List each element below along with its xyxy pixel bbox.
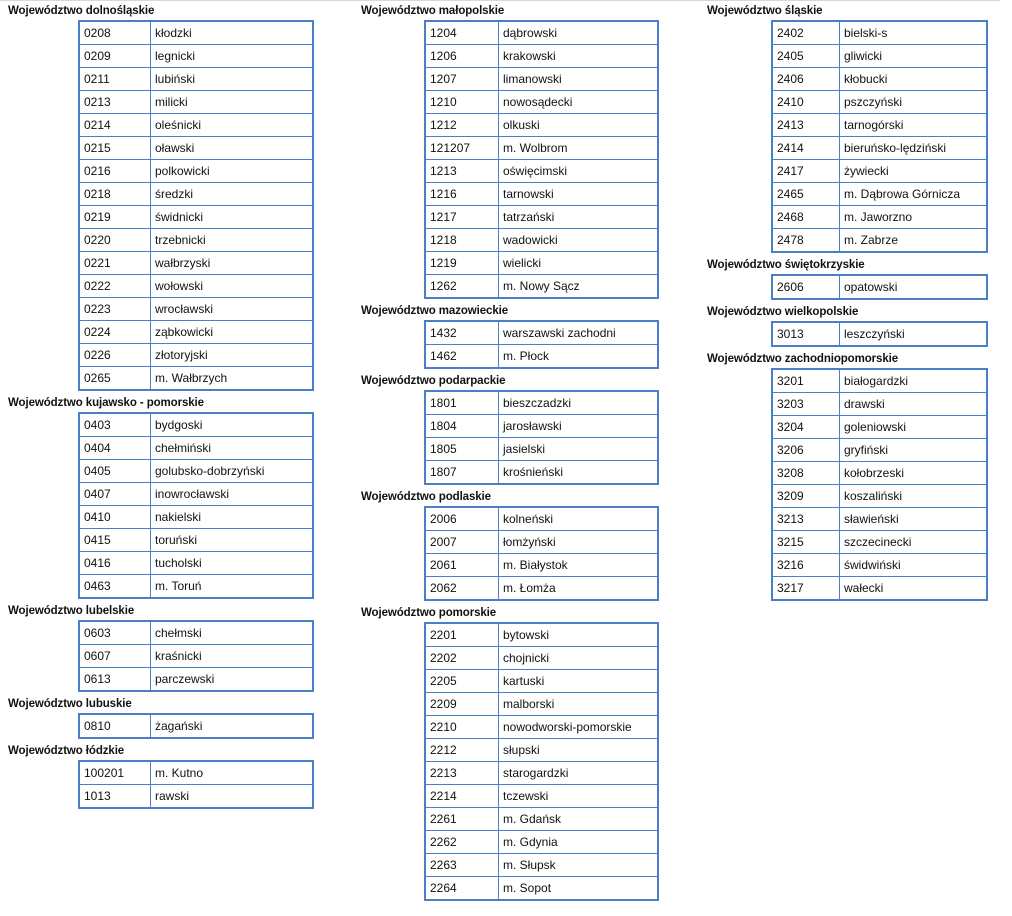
table-row bbox=[79, 68, 313, 91]
voivodeship-heading: Województwo śląskie bbox=[707, 5, 823, 17]
county-name-cell: żagański bbox=[151, 714, 314, 738]
county-code-cell: 0410 bbox=[79, 506, 151, 529]
county-code-cell: 3215 bbox=[772, 531, 840, 554]
county-name-cell: świdwiński bbox=[840, 554, 988, 577]
county-code-cell: 0463 bbox=[79, 575, 151, 599]
table-row bbox=[79, 483, 313, 506]
table-row bbox=[79, 298, 313, 321]
county-table bbox=[78, 20, 314, 391]
table-row bbox=[425, 160, 658, 183]
county-code-cell: 2264 bbox=[425, 877, 499, 901]
county-name-cell: kolneński bbox=[499, 507, 659, 531]
county-name-cell: olkuski bbox=[499, 114, 659, 137]
table-row bbox=[772, 206, 987, 229]
top-divider bbox=[0, 0, 1000, 1]
county-code-cell: 3208 bbox=[772, 462, 840, 485]
county-name-cell: kraśnicki bbox=[151, 645, 314, 668]
column-1 bbox=[8, 2, 314, 812]
county-code-cell: 1805 bbox=[425, 438, 499, 461]
county-code-cell: 2214 bbox=[425, 785, 499, 808]
county-table bbox=[424, 320, 659, 369]
county-name-cell: ząbkowicki bbox=[151, 321, 314, 344]
county-table bbox=[424, 20, 659, 299]
county-code-cell: 0226 bbox=[79, 344, 151, 367]
table-row bbox=[425, 716, 658, 739]
county-code-cell: 0607 bbox=[79, 645, 151, 668]
table-row bbox=[772, 439, 987, 462]
county-name-cell: m. Wałbrzych bbox=[151, 367, 314, 391]
county-code-cell: 0209 bbox=[79, 45, 151, 68]
table-row bbox=[425, 785, 658, 808]
county-code-cell: 1262 bbox=[425, 275, 499, 299]
county-name-cell: golubsko-dobrzyński bbox=[151, 460, 314, 483]
table-row bbox=[425, 345, 658, 369]
county-code-cell: 1462 bbox=[425, 345, 499, 369]
county-name-cell: gryfiński bbox=[840, 439, 988, 462]
table-row bbox=[425, 831, 658, 854]
county-code-cell: 2202 bbox=[425, 647, 499, 670]
county-code-cell: 1219 bbox=[425, 252, 499, 275]
county-code-cell: 2062 bbox=[425, 577, 499, 601]
table-row bbox=[79, 183, 313, 206]
county-name-cell: żywiecki bbox=[840, 160, 988, 183]
table-row bbox=[772, 45, 987, 68]
county-name-cell: bielski-s bbox=[840, 21, 988, 45]
table-row bbox=[79, 91, 313, 114]
county-name-cell: starogardzki bbox=[499, 762, 659, 785]
county-code-cell: 2209 bbox=[425, 693, 499, 716]
county-name-cell: malborski bbox=[499, 693, 659, 716]
column-2 bbox=[361, 2, 659, 904]
county-code-cell: 0216 bbox=[79, 160, 151, 183]
table-row bbox=[79, 785, 313, 809]
table-row bbox=[79, 552, 313, 575]
county-code-cell: 1204 bbox=[425, 21, 499, 45]
table-row bbox=[772, 416, 987, 439]
county-code-cell: 3206 bbox=[772, 439, 840, 462]
county-name-cell: m. Łomża bbox=[499, 577, 659, 601]
county-code-cell: 0603 bbox=[79, 621, 151, 645]
voivodeship-heading: Województwo lubuskie bbox=[8, 698, 132, 710]
county-code-cell: 1801 bbox=[425, 391, 499, 415]
county-name-cell: opatowski bbox=[840, 275, 988, 299]
table-row bbox=[425, 670, 658, 693]
table-row bbox=[79, 321, 313, 344]
county-name-cell: tczewski bbox=[499, 785, 659, 808]
county-name-cell: lubiński bbox=[151, 68, 314, 91]
county-name-cell: nowosądecki bbox=[499, 91, 659, 114]
county-code-cell: 3209 bbox=[772, 485, 840, 508]
county-name-cell: m. Sopot bbox=[499, 877, 659, 901]
voivodeship-heading: Województwo podlaskie bbox=[361, 491, 491, 503]
table-row bbox=[425, 275, 658, 299]
table-row bbox=[425, 229, 658, 252]
table-row bbox=[425, 531, 658, 554]
county-code-cell: 0415 bbox=[79, 529, 151, 552]
county-name-cell: chełmiński bbox=[151, 437, 314, 460]
table-row bbox=[772, 160, 987, 183]
county-code-cell: 3216 bbox=[772, 554, 840, 577]
county-name-cell: kołobrzeski bbox=[840, 462, 988, 485]
county-table bbox=[78, 412, 314, 599]
table-row bbox=[425, 577, 658, 601]
county-name-cell: wołowski bbox=[151, 275, 314, 298]
county-name-cell: bydgoski bbox=[151, 413, 314, 437]
county-name-cell: m. Wolbrom bbox=[499, 137, 659, 160]
county-table bbox=[78, 620, 314, 692]
county-code-cell: 0213 bbox=[79, 91, 151, 114]
county-code-cell: 0211 bbox=[79, 68, 151, 91]
table-row bbox=[79, 506, 313, 529]
table-row bbox=[79, 714, 313, 738]
county-name-cell: m. Białystok bbox=[499, 554, 659, 577]
table-row bbox=[79, 160, 313, 183]
table-row bbox=[425, 438, 658, 461]
table-row bbox=[772, 322, 987, 346]
county-name-cell: drawski bbox=[840, 393, 988, 416]
county-code-cell: 2201 bbox=[425, 623, 499, 647]
county-name-cell: m. Płock bbox=[499, 345, 659, 369]
table-row bbox=[425, 45, 658, 68]
table-row bbox=[425, 739, 658, 762]
county-code-cell: 2468 bbox=[772, 206, 840, 229]
county-name-cell: kłobucki bbox=[840, 68, 988, 91]
county-code-cell: 3204 bbox=[772, 416, 840, 439]
county-code-cell: 0403 bbox=[79, 413, 151, 437]
county-name-cell: średzki bbox=[151, 183, 314, 206]
county-name-cell: kartuski bbox=[499, 670, 659, 693]
county-name-cell: m. Jaworzno bbox=[840, 206, 988, 229]
county-code-cell: 2263 bbox=[425, 854, 499, 877]
county-name-cell: tucholski bbox=[151, 552, 314, 575]
county-name-cell: wrocławski bbox=[151, 298, 314, 321]
county-table bbox=[424, 390, 659, 485]
county-code-cell: 2205 bbox=[425, 670, 499, 693]
table-row bbox=[772, 275, 987, 299]
county-name-cell: m. Toruń bbox=[151, 575, 314, 599]
county-code-cell: 0404 bbox=[79, 437, 151, 460]
county-code-cell: 2478 bbox=[772, 229, 840, 253]
county-name-cell: m. Dąbrowa Górnicza bbox=[840, 183, 988, 206]
county-code-cell: 2007 bbox=[425, 531, 499, 554]
table-row bbox=[425, 91, 658, 114]
table-row bbox=[425, 206, 658, 229]
county-name-cell: wielicki bbox=[499, 252, 659, 275]
county-name-cell: kłodzki bbox=[151, 21, 314, 45]
county-name-cell: leszczyński bbox=[840, 322, 988, 346]
county-code-cell: 2261 bbox=[425, 808, 499, 831]
county-code-cell: 1207 bbox=[425, 68, 499, 91]
county-code-cell: 0405 bbox=[79, 460, 151, 483]
county-code-cell: 1210 bbox=[425, 91, 499, 114]
county-name-cell: koszaliński bbox=[840, 485, 988, 508]
county-code-cell: 2465 bbox=[772, 183, 840, 206]
table-row bbox=[79, 460, 313, 483]
county-code-cell: 0613 bbox=[79, 668, 151, 692]
county-name-cell: wałecki bbox=[840, 577, 988, 601]
county-code-cell: 0208 bbox=[79, 21, 151, 45]
county-name-cell: świdnicki bbox=[151, 206, 314, 229]
voivodeship-heading: Województwo pomorskie bbox=[361, 607, 497, 619]
table-row bbox=[79, 229, 313, 252]
county-code-cell: 2417 bbox=[772, 160, 840, 183]
county-table bbox=[771, 20, 988, 253]
voivodeship-heading: Województwo lubelskie bbox=[8, 605, 135, 617]
county-table bbox=[78, 760, 314, 809]
county-name-cell: inowrocławski bbox=[151, 483, 314, 506]
county-name-cell: nakielski bbox=[151, 506, 314, 529]
county-code-cell: 2414 bbox=[772, 137, 840, 160]
table-row bbox=[425, 461, 658, 485]
table-row bbox=[79, 761, 313, 785]
county-code-cell: 3217 bbox=[772, 577, 840, 601]
voivodeship-heading: Województwo wielkopolskie bbox=[707, 306, 859, 318]
county-name-cell: m. Kutno bbox=[151, 761, 314, 785]
county-name-cell: sławieński bbox=[840, 508, 988, 531]
county-name-cell: limanowski bbox=[499, 68, 659, 91]
table-row bbox=[425, 137, 658, 160]
county-table bbox=[424, 506, 659, 601]
county-code-cell: 2406 bbox=[772, 68, 840, 91]
county-code-cell: 2413 bbox=[772, 114, 840, 137]
table-row bbox=[772, 485, 987, 508]
county-name-cell: białogardzki bbox=[840, 369, 988, 393]
county-code-cell: 1804 bbox=[425, 415, 499, 438]
table-row bbox=[425, 808, 658, 831]
county-name-cell: bieruńsko-lędziński bbox=[840, 137, 988, 160]
county-name-cell: wałbrzyski bbox=[151, 252, 314, 275]
county-name-cell: chełmski bbox=[151, 621, 314, 645]
county-name-cell: goleniowski bbox=[840, 416, 988, 439]
county-name-cell: wadowicki bbox=[499, 229, 659, 252]
voivodeship-heading: Województwo świętokrzyskie bbox=[707, 259, 865, 271]
county-name-cell: jarosławski bbox=[499, 415, 659, 438]
county-code-cell: 121207 bbox=[425, 137, 499, 160]
county-name-cell: bieszczadzki bbox=[499, 391, 659, 415]
table-row bbox=[772, 183, 987, 206]
voivodeship-heading: Województwo małopolskie bbox=[361, 5, 505, 17]
table-row bbox=[425, 391, 658, 415]
table-row bbox=[79, 137, 313, 160]
county-name-cell: krakowski bbox=[499, 45, 659, 68]
table-row bbox=[772, 229, 987, 253]
county-name-cell: tatrzański bbox=[499, 206, 659, 229]
county-name-cell: złotoryjski bbox=[151, 344, 314, 367]
table-row bbox=[425, 68, 658, 91]
county-name-cell: krośnieński bbox=[499, 461, 659, 485]
county-code-cell: 1206 bbox=[425, 45, 499, 68]
voivodeship-heading: Województwo kujawsko - pomorskie bbox=[8, 397, 204, 409]
voivodeship-heading: Województwo zachodniopomorskie bbox=[707, 353, 899, 365]
table-row bbox=[425, 507, 658, 531]
county-code-cell: 0218 bbox=[79, 183, 151, 206]
county-name-cell: oleśnicki bbox=[151, 114, 314, 137]
table-row bbox=[79, 529, 313, 552]
county-name-cell: tarnogórski bbox=[840, 114, 988, 137]
county-code-cell: 1218 bbox=[425, 229, 499, 252]
county-name-cell: szczecinecki bbox=[840, 531, 988, 554]
county-table bbox=[771, 368, 988, 601]
county-code-cell: 3203 bbox=[772, 393, 840, 416]
county-code-cell: 3213 bbox=[772, 508, 840, 531]
county-name-cell: pszczyński bbox=[840, 91, 988, 114]
table-row bbox=[772, 21, 987, 45]
table-row bbox=[79, 252, 313, 275]
county-code-cell: 0407 bbox=[79, 483, 151, 506]
county-table bbox=[771, 274, 988, 300]
county-name-cell: jasielski bbox=[499, 438, 659, 461]
county-name-cell: warszawski zachodni bbox=[499, 321, 659, 345]
county-code-cell: 2212 bbox=[425, 739, 499, 762]
county-code-cell: 100201 bbox=[79, 761, 151, 785]
table-row bbox=[772, 577, 987, 601]
county-code-cell: 2410 bbox=[772, 91, 840, 114]
county-code-cell: 1807 bbox=[425, 461, 499, 485]
voivodeship-heading: Województwo łódzkie bbox=[8, 745, 125, 757]
county-name-cell: legnicki bbox=[151, 45, 314, 68]
table-row bbox=[772, 554, 987, 577]
voivodeship-heading: Województwo podarpackie bbox=[361, 375, 506, 387]
county-code-cell: 1213 bbox=[425, 160, 499, 183]
county-name-cell: słupski bbox=[499, 739, 659, 762]
table-row bbox=[425, 554, 658, 577]
county-table bbox=[771, 321, 988, 347]
county-name-cell: oświęcimski bbox=[499, 160, 659, 183]
county-code-cell: 3013 bbox=[772, 322, 840, 346]
table-row bbox=[772, 462, 987, 485]
county-name-cell: chojnicki bbox=[499, 647, 659, 670]
county-code-cell: 2405 bbox=[772, 45, 840, 68]
county-code-cell: 1013 bbox=[79, 785, 151, 809]
county-code-cell: 2402 bbox=[772, 21, 840, 45]
county-code-cell: 2210 bbox=[425, 716, 499, 739]
county-name-cell: m. Słupsk bbox=[499, 854, 659, 877]
county-code-cell: 0221 bbox=[79, 252, 151, 275]
table-row bbox=[79, 668, 313, 692]
county-name-cell: m. Gdańsk bbox=[499, 808, 659, 831]
county-code-cell: 0265 bbox=[79, 367, 151, 391]
table-row bbox=[772, 137, 987, 160]
table-row bbox=[772, 369, 987, 393]
county-code-cell: 1217 bbox=[425, 206, 499, 229]
table-row bbox=[79, 114, 313, 137]
table-row bbox=[772, 114, 987, 137]
county-code-cell: 3201 bbox=[772, 369, 840, 393]
county-code-cell: 1216 bbox=[425, 183, 499, 206]
county-code-cell: 0214 bbox=[79, 114, 151, 137]
table-row bbox=[425, 647, 658, 670]
table-row bbox=[79, 437, 313, 460]
county-code-cell: 0810 bbox=[79, 714, 151, 738]
table-row bbox=[425, 693, 658, 716]
county-code-cell: 1432 bbox=[425, 321, 499, 345]
county-name-cell: polkowicki bbox=[151, 160, 314, 183]
county-table bbox=[424, 622, 659, 901]
table-row bbox=[79, 45, 313, 68]
county-name-cell: trzebnicki bbox=[151, 229, 314, 252]
county-code-cell: 0416 bbox=[79, 552, 151, 575]
table-row bbox=[79, 413, 313, 437]
table-row bbox=[425, 114, 658, 137]
county-name-cell: tarnowski bbox=[499, 183, 659, 206]
table-row bbox=[425, 762, 658, 785]
county-name-cell: gliwicki bbox=[840, 45, 988, 68]
county-name-cell: łomżyński bbox=[499, 531, 659, 554]
county-code-cell: 2262 bbox=[425, 831, 499, 854]
county-name-cell: bytowski bbox=[499, 623, 659, 647]
table-row bbox=[425, 21, 658, 45]
table-row bbox=[425, 183, 658, 206]
table-row bbox=[772, 508, 987, 531]
table-row bbox=[425, 854, 658, 877]
voivodeship-heading: Województwo dolnośląskie bbox=[8, 5, 155, 17]
table-row bbox=[425, 877, 658, 901]
voivodeship-heading: Województwo mazowieckie bbox=[361, 305, 509, 317]
column-3 bbox=[707, 2, 988, 604]
table-row bbox=[79, 21, 313, 45]
table-row bbox=[772, 91, 987, 114]
county-name-cell: nowodworski-pomorskie bbox=[499, 716, 659, 739]
county-name-cell: m. Gdynia bbox=[499, 831, 659, 854]
table-row bbox=[772, 393, 987, 416]
table-row bbox=[79, 645, 313, 668]
table-row bbox=[772, 68, 987, 91]
county-name-cell: oławski bbox=[151, 137, 314, 160]
table-row bbox=[425, 252, 658, 275]
county-name-cell: milicki bbox=[151, 91, 314, 114]
table-row bbox=[79, 344, 313, 367]
county-code-cell: 0219 bbox=[79, 206, 151, 229]
county-name-cell: rawski bbox=[151, 785, 314, 809]
table-row bbox=[425, 321, 658, 345]
county-name-cell: dąbrowski bbox=[499, 21, 659, 45]
table-row bbox=[772, 531, 987, 554]
table-row bbox=[79, 275, 313, 298]
table-row bbox=[79, 575, 313, 599]
county-name-cell: m. Zabrze bbox=[840, 229, 988, 253]
county-name-cell: parczewski bbox=[151, 668, 314, 692]
table-row bbox=[79, 621, 313, 645]
county-code-cell: 0215 bbox=[79, 137, 151, 160]
county-code-cell: 1212 bbox=[425, 114, 499, 137]
county-code-cell: 2606 bbox=[772, 275, 840, 299]
county-code-cell: 0220 bbox=[79, 229, 151, 252]
county-code-cell: 2006 bbox=[425, 507, 499, 531]
county-code-cell: 0223 bbox=[79, 298, 151, 321]
county-code-cell: 2213 bbox=[425, 762, 499, 785]
table-row bbox=[425, 415, 658, 438]
county-table bbox=[78, 713, 314, 739]
county-code-cell: 2061 bbox=[425, 554, 499, 577]
county-code-cell: 0224 bbox=[79, 321, 151, 344]
county-name-cell: toruński bbox=[151, 529, 314, 552]
table-row bbox=[425, 623, 658, 647]
table-row bbox=[79, 206, 313, 229]
county-code-cell: 0222 bbox=[79, 275, 151, 298]
county-name-cell: m. Nowy Sącz bbox=[499, 275, 659, 299]
table-row bbox=[79, 367, 313, 391]
